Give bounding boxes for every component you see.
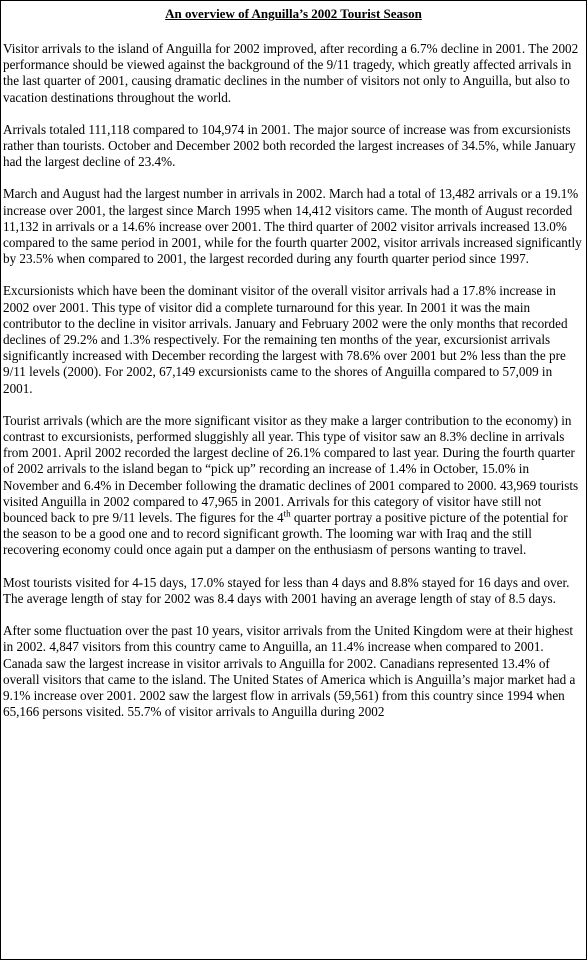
paragraph-tourist-arrivals-part1: Tourist arrivals (which are the more significant visitor as they make a larger contribution to the economy) in contrast to excursionists, performed sluggishly all year. This type of visitor saw an 8.3% decline in arrivals from 2001. April 2002 recorded the largest decline of 26.1% compared to last year. During the fourth quarter of 2002 arrivals to the island began to “pick up” recording an increase of 1.4% in October, 15.0% in November and 6.4% in December following the dramatic declines of 2001 compared to 2000. 43,969 tourists visited Anguilla in 2002 compared to 47,965 in 2001. Arrivals for this category of visitor have still not bounced back to pre 9/11 levels. The figures for the 4 bbox=[3, 412, 579, 526]
superscript-th: th bbox=[283, 508, 291, 519]
paragraph-tourist-arrivals-part2: quarter portray a positive picture of the potential for the season to be a good one and to record significant growth. The looming war with Iraq and the still recovering economy could once again put a damper on the enthusiasm of persons wanting to travel. bbox=[3, 510, 568, 558]
document-body bbox=[3, 41, 584, 720]
paragraph-excursionists: Excursionists which have been the dominant visitor of the overall visitor arrivals had a 17.8% increase in 2002 over 2001. This type of visitor did a complete turnaround for this year. In 2001 it was the main contributor to the decline in visitor arrivals. January and February 2002 were the only months that recorded declines of 29.2% and 1.3% respectively. For the remaining ten months of the year, excursionist arrivals significantly increased with December recording the largest with 78.6% over 2001 but 2% less than the pre 9/11 levels (2000). For 2002, 67,149 excursionists came to the shores of Anguilla compared to 57,009 in 2001. bbox=[3, 283, 568, 396]
paragraph-tourist-arrivals bbox=[3, 413, 584, 559]
paragraph-overview: Visitor arrivals to the island of Anguilla for 2002 improved, after recording a 6.7% decline in 2001. The 2002 performance should be viewed against the background of the 9/11 tragedy, which greatly affected arrivals in the last quarter of 2001, causing dramatic declines in the number of visitors not only to Anguilla, but also to vacation destinations throughout the world. bbox=[3, 41, 579, 105]
paragraph-arrivals-total: Arrivals totaled 111,118 compared to 104,974 in 2001. The major source of increase was from excursionists rather than tourists. October and December 2002 both recorded the largest increases of 34.5%, while January had the largest decline of 23.4%. bbox=[3, 121, 576, 170]
document-title: An overview of Anguilla’s 2002 Tourist Season bbox=[165, 6, 422, 21]
paragraph-length-of-stay: Most tourists visited for 4-15 days, 17.0% stayed for less than 4 days and 8.8% stayed for 16 days and over. The average length of stay for 2002 was 8.4 days with 2001 having an average length of stay of 8.5 days. bbox=[3, 574, 570, 606]
paragraph-march-august: March and August had the largest number in arrivals in 2002. March had a total of 13,482 arrivals or a 19.1% increase over 2001, the largest since March 1995 when 14,412 visitors came. The month of August recorded 11,132 in arrivals or a 14.6% increase over 2001. The third quarter of 2002 visitor arrivals increased 13.0% compared to the same period in 2001, while for the fourth quarter 2002, visitor arrivals increased significantly by 23.5% when compared to 2001, the largest recorded during any fourth quarter period since 1997. bbox=[3, 186, 582, 267]
paragraph-source-markets: After some fluctuation over the past 10 years, visitor arrivals from the United Kingdom were at their highest in 2002. 4,847 visitors from this country came to Anguilla, an 11.4% increase when compared to 2001. Canada saw the largest increase in visitor arrivals to Anguilla for 2002. Canadians represented 13.4% of overall visitors that came to the island. The United States of America which is Anguilla’s major market had a 9.1% increase over 2001. 2002 saw the largest flow in arrivals (59,561) from this country since 1994 when 65,166 persons visited. 55.7% of visitor arrivals to Anguilla during 2002 bbox=[3, 623, 576, 720]
